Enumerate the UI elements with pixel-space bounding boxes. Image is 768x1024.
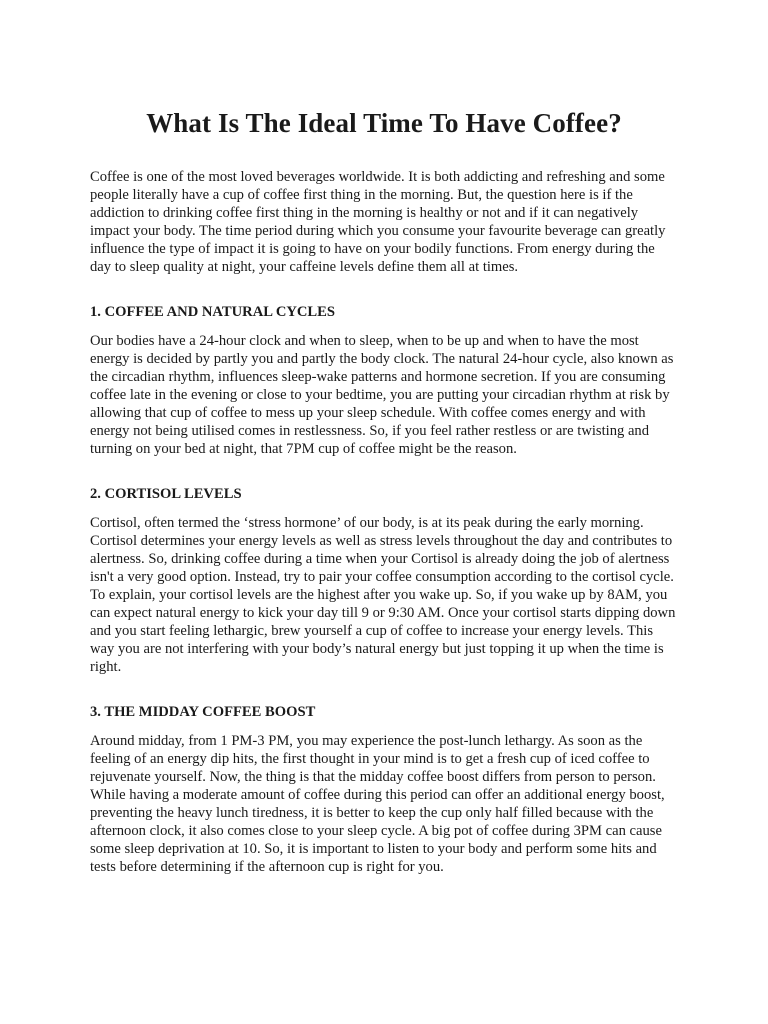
section-paragraph: Our bodies have a 24-hour clock and when to sleep, when to be up and when to have the most energy is decided by partly you and partly the body clock. The natural 24-hour cycle, also known as the circadian rhythm, influences sleep-wake patterns and hormone secretion. If you are consuming coffee late in the evening or close to your bedtime, you are putting your circadian rhythm at risk by allowing that cup of coffee to mess up your sleep schedule. With coffee comes energy and with energy not being utilised comes in restlessness. So, if you feel rather restless or are twisting and turning on your bed at night, that 7PM cup of coffee might be the reason. (90, 333, 674, 457)
section-paragraph: Cortisol, often termed the ‘stress hormone’ of our body, is at its peak during the early morning. Cortisol determines your energy levels as well as stress levels throughout the day and contributes to alertness. So, drinking coffee during a time when your Cortisol is already doing the job of alertness isn't a very good option. Instead, try to pair your coffee consumption according to the cortisol cycle. To explain, your cortisol levels are the highest after you wake up. So, if you wake up by 8AM, you can expect natural energy to kick your day till 9 or 9:30 AM. Once your cortisol starts dipping down and you start feeling lethargic, brew yourself a cup of coffee to increase your energy levels. This way you are not interfering with your body’s natural energy but just topping it up when the time is right. (90, 515, 676, 675)
section-heading: 1. COFFEE AND NATURAL CYCLES (90, 304, 336, 320)
section-midday-coffee-boost (90, 703, 678, 876)
section-coffee-natural-cycles (90, 303, 678, 458)
section-heading: 2. CORTISOL LEVELS (90, 486, 242, 502)
document-title: What Is The Ideal Time To Have Coffee? (146, 108, 622, 138)
section-heading: 3. THE MIDDAY COFFEE BOOST (90, 704, 316, 720)
section-cortisol-levels (90, 485, 678, 676)
section-paragraph: Around midday, from 1 PM-3 PM, you may experience the post-lunch lethargy. As soon as the feeling of an energy dip hits, the first thought in your mind is to get a fresh cup of iced coffee to rejuvenate yourself. Now, the thing is that the midday coffee boost differs from person to person. While having a moderate amount of coffee during this period can offer an additional energy boost, preventing the heavy lunch tiredness, it is better to keep the cup only half filled because with the afternoon clock, it also comes close to your sleep cycle. A big pot of coffee during 3PM can cause some sleep deprivation at 10. So, it is important to listen to your body and perform some hits and tests before determining if the afternoon cup is right for you. (90, 733, 665, 875)
intro-paragraph: Coffee is one of the most loved beverages worldwide. It is both addicting and refreshing and some people literally have a cup of coffee first thing in the morning. But, the question here is if the addiction to drinking coffee first thing in the morning is healthy or not and if it can negatively impact your body. The time period during which you consume your favourite beverage can greatly influence the type of impact it is going to have on your bodily functions. From energy during the day to sleep quality at night, your caffeine levels define them all at times. (90, 169, 666, 275)
